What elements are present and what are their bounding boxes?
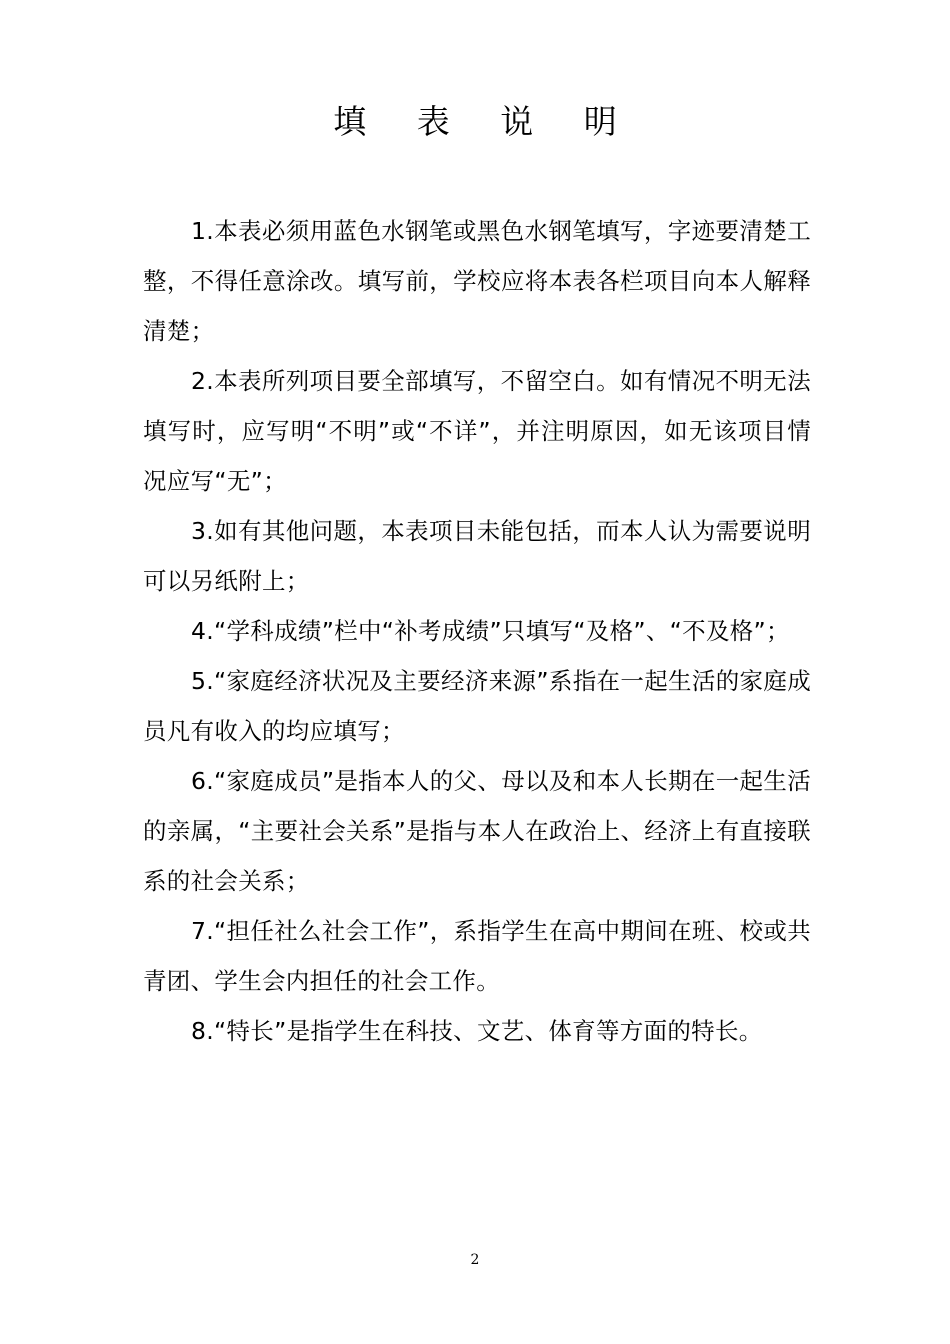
instruction-item-2: 2.本表所列项目要全部填写，不留空白。如有情况不明无法填写时，应写明“不明”或“不详”，并注明原因，如无该项目情况应写“无”； <box>143 367 811 495</box>
instruction-item-1: 1.本表必须用蓝色水钢笔或黑色水钢笔填写，字迹要清楚工整，不得任意涂改。填写前，学校应将本表各栏项目向本人解释清楚； <box>143 217 811 345</box>
instruction-item-5: 5.“家庭经济状况及主要经济来源”系指在一起生活的家庭成员凡有收入的均应填写； <box>143 667 811 745</box>
page-title: 填 表 说 明 <box>333 102 637 141</box>
instruction-item-7: 7.“担任社么社会工作”，系指学生在高中期间在班、校或共青团、学生会内担任的社会工作。 <box>143 917 811 995</box>
page-number: 2 <box>470 1252 480 1268</box>
instruction-item-8: 8.“特长”是指学生在科技、文艺、体育等方面的特长。 <box>191 1017 763 1045</box>
instruction-item-4: 4.“学科成绩”栏中“补考成绩”只填写“及格”、“不及格”； <box>191 617 790 645</box>
instruction-item-6: 6.“家庭成员”是指本人的父、母以及和本人长期在一起生活的亲属，“主要社会关系”是指与本人在政治上、经济上有直接联系的社会关系； <box>143 767 811 895</box>
instructions-body <box>143 206 811 1056</box>
instruction-item-3: 3.如有其他问题，本表项目未能包括，而本人认为需要说明可以另纸附上； <box>143 517 811 595</box>
